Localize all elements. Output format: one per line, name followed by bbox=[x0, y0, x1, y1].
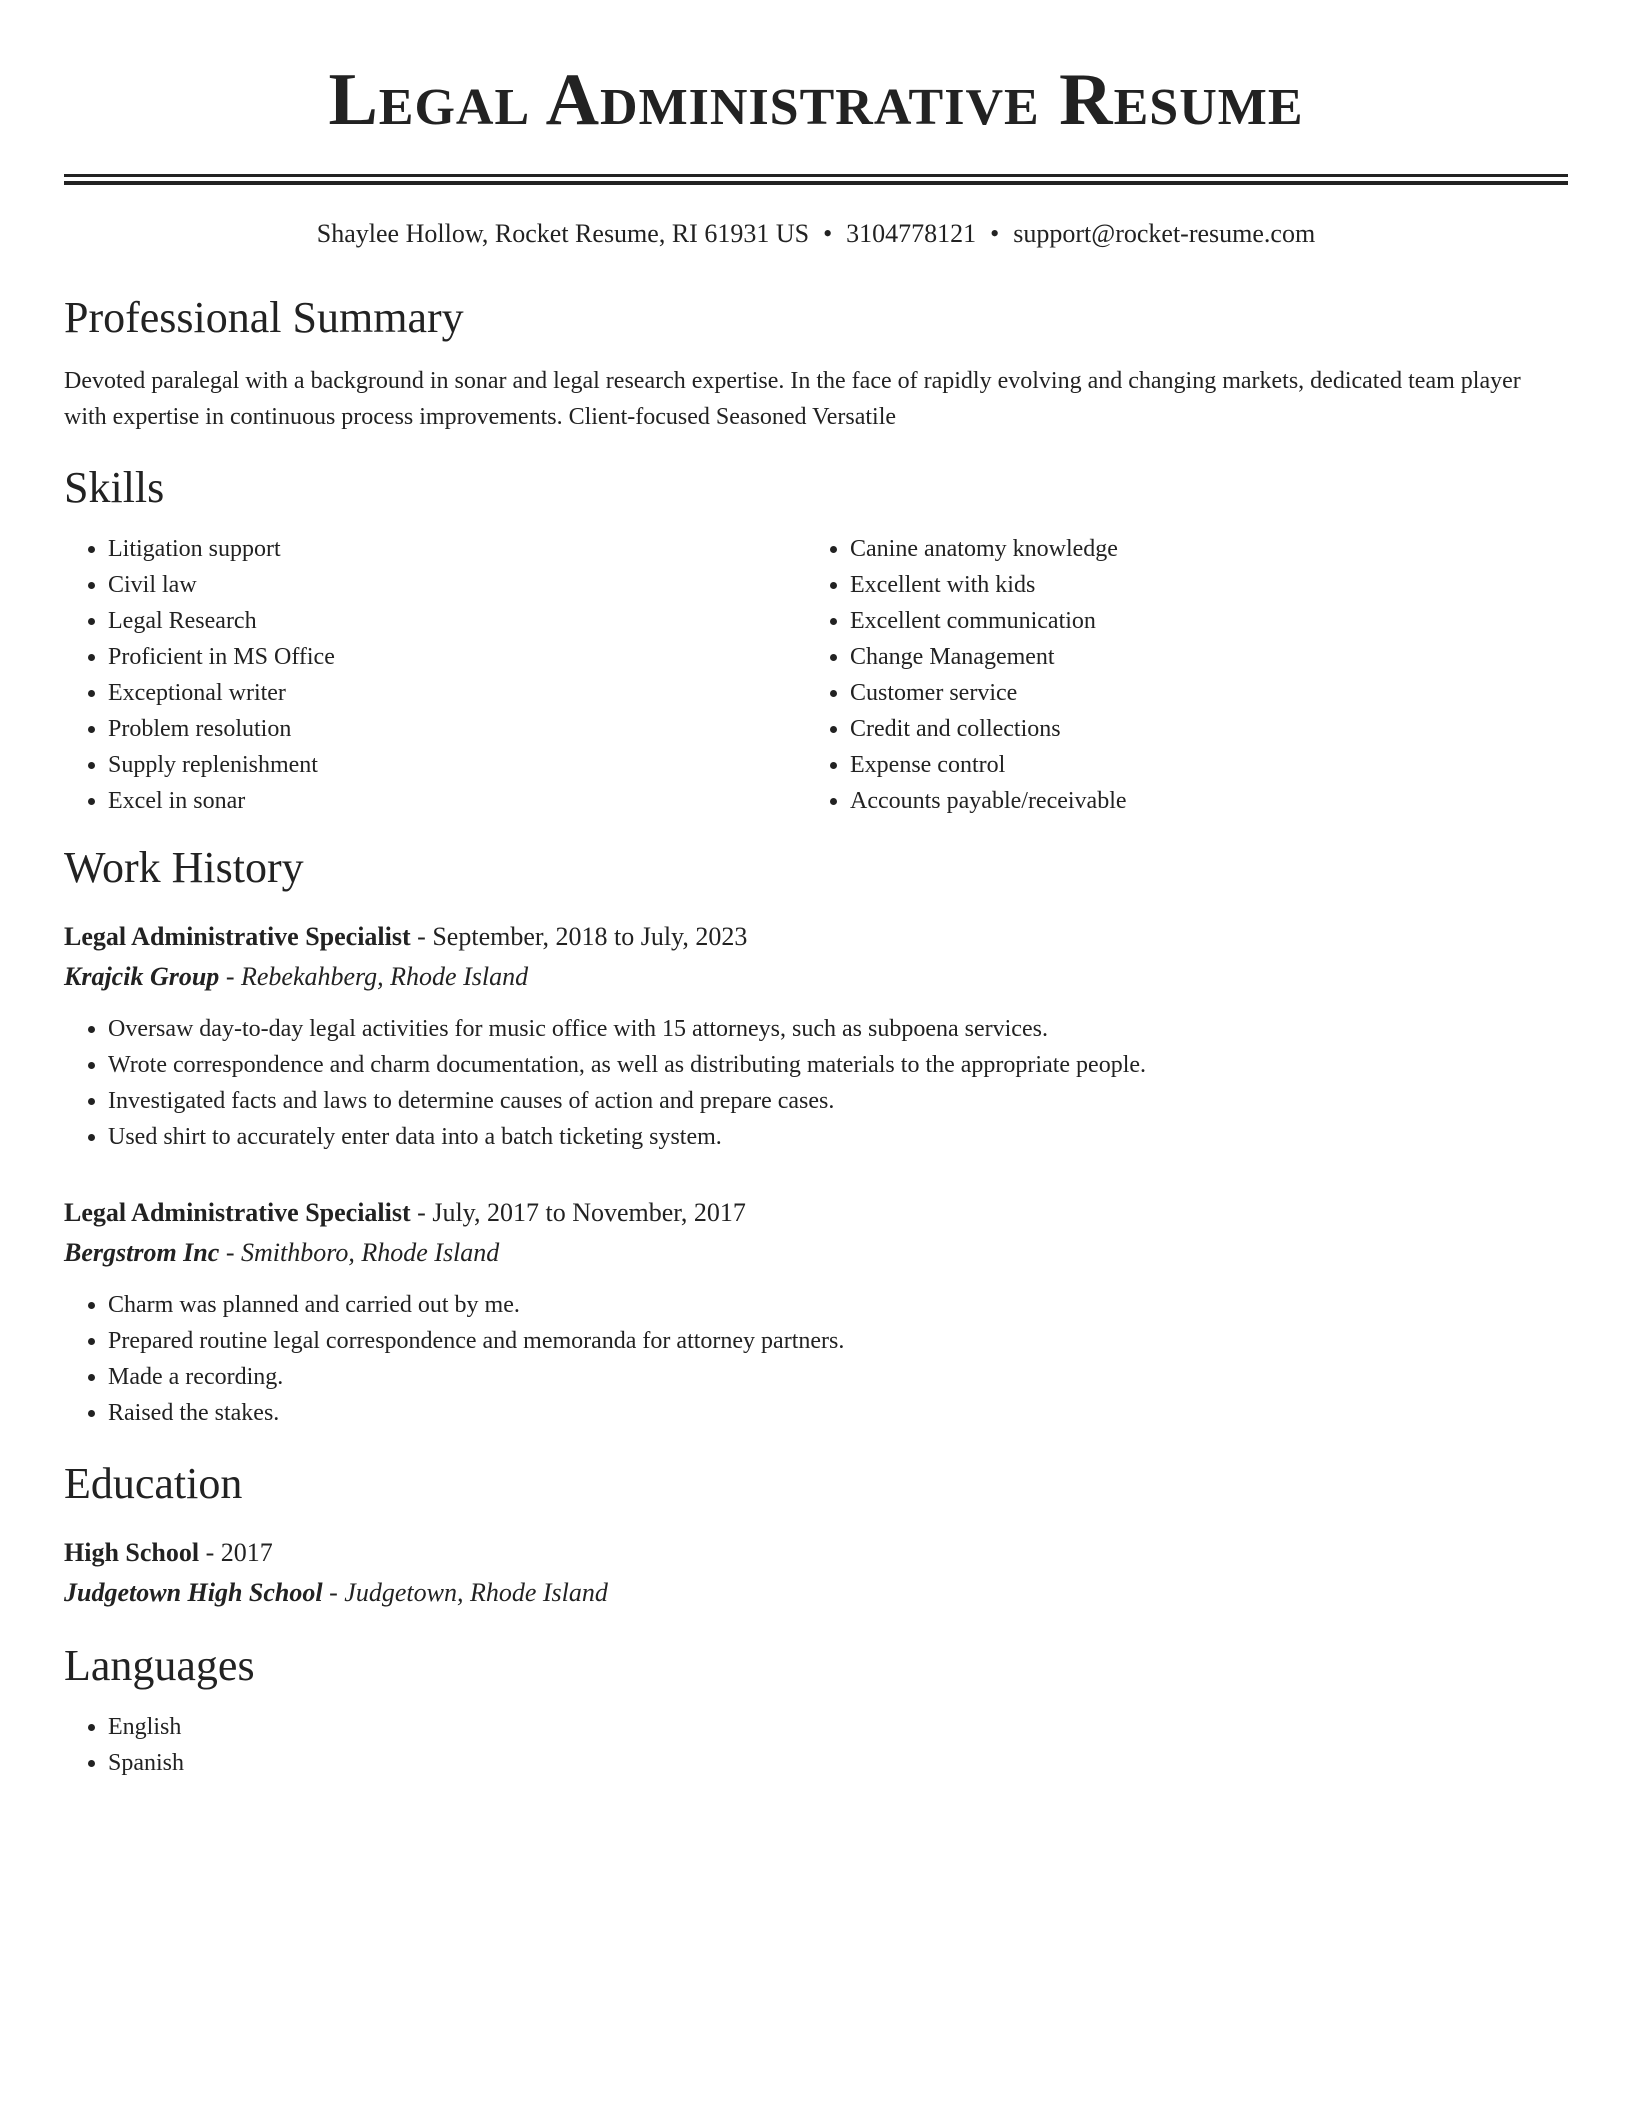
dash: - bbox=[225, 962, 235, 991]
languages-list bbox=[64, 1709, 1568, 1781]
degree: High School bbox=[64, 1538, 200, 1567]
summary-heading: Professional Summary bbox=[64, 293, 464, 342]
skill-item: • Problem resolution bbox=[108, 711, 806, 747]
company-line bbox=[64, 957, 1568, 997]
work-history-section bbox=[64, 841, 1568, 1431]
dash: - bbox=[417, 1198, 426, 1227]
skill-item: • Legal Research bbox=[108, 603, 806, 639]
skill-item: • Customer service bbox=[850, 675, 1548, 711]
work-history-heading: Work History bbox=[64, 843, 304, 892]
summary-section bbox=[64, 291, 1568, 435]
title-double-rule bbox=[64, 174, 1568, 185]
skill-item: • Canine anatomy knowledge bbox=[850, 531, 1548, 567]
skills-columns bbox=[64, 531, 1568, 819]
company-name: Krajcik Group bbox=[64, 962, 220, 991]
company-name: Bergstrom Inc bbox=[64, 1238, 220, 1267]
job-title: Legal Administrative Specialist bbox=[64, 922, 411, 951]
skills-column-left bbox=[64, 531, 806, 819]
dash: - bbox=[225, 1238, 235, 1267]
company-location: Rebekahberg, Rhode Island bbox=[240, 962, 529, 991]
job-bullet: • Made a recording. bbox=[108, 1359, 1568, 1395]
school-location: Judgetown, Rhode Island bbox=[344, 1578, 608, 1607]
education-heading: Education bbox=[64, 1459, 243, 1508]
education-section bbox=[64, 1457, 1568, 1613]
job-bullet: • Raised the stakes. bbox=[108, 1395, 1568, 1431]
skill-item: • Excellent with kids bbox=[850, 567, 1548, 603]
dash: - bbox=[329, 1578, 338, 1607]
dash: - bbox=[205, 1538, 215, 1567]
contact-address: Shaylee Hollow, Rocket Resume, RI 61931 US bbox=[316, 219, 810, 248]
job-bullet: • Charm was planned and carried out by me. bbox=[108, 1287, 1568, 1323]
school-line bbox=[64, 1573, 1568, 1613]
job-bullets bbox=[64, 1011, 1568, 1155]
languages-heading: Languages bbox=[64, 1641, 255, 1690]
languages-section bbox=[64, 1639, 1568, 1781]
contact-separator: • bbox=[823, 219, 833, 248]
company-line bbox=[64, 1233, 1568, 1273]
job-entry bbox=[64, 917, 1568, 1155]
skill-item: • Exceptional writer bbox=[108, 675, 806, 711]
company-location: Smithboro, Rhode Island bbox=[240, 1238, 500, 1267]
resume-title: Legal Administrative Resume bbox=[328, 59, 1304, 141]
skill-item: • Expense control bbox=[850, 747, 1548, 783]
graduation-year: 2017 bbox=[220, 1538, 273, 1567]
job-entry bbox=[64, 1193, 1568, 1431]
job-dates: September, 2018 to July, 2023 bbox=[432, 922, 748, 951]
skill-item: • Change Management bbox=[850, 639, 1548, 675]
skill-item: • Excellent communication bbox=[850, 603, 1548, 639]
summary-text: Devoted paralegal with a background in sonar and legal research expertise. In the face of rapidly evolving and changing markets, dedicated team player with expertise in continuous process improvements. Client-focused Seasoned Versatile bbox=[64, 368, 1521, 430]
language-item: • English bbox=[108, 1709, 1568, 1745]
job-title-line bbox=[64, 917, 1568, 957]
job-dates: July, 2017 to November, 2017 bbox=[432, 1198, 746, 1227]
skills-column-right bbox=[806, 531, 1548, 819]
job-bullet: • Oversaw day-to-day legal activities for music office with 15 attorneys, such as subpoena services. bbox=[108, 1011, 1568, 1047]
skills-section bbox=[64, 461, 1568, 819]
language-item: • Spanish bbox=[108, 1745, 1568, 1781]
skill-item: • Accounts payable/receivable bbox=[850, 783, 1548, 819]
education-entry bbox=[64, 1533, 1568, 1613]
job-bullet: • Wrote correspondence and charm documentation, as well as distributing materials to the appropriate people. bbox=[108, 1047, 1568, 1083]
job-bullets bbox=[64, 1287, 1568, 1431]
contact-phone: 3104778121 bbox=[846, 219, 977, 248]
skills-heading: Skills bbox=[64, 463, 165, 512]
job-bullet: • Investigated facts and laws to determine causes of action and prepare cases. bbox=[108, 1083, 1568, 1119]
job-bullet: • Prepared routine legal correspondence and memoranda for attorney partners. bbox=[108, 1323, 1568, 1359]
skill-item: • Excel in sonar bbox=[108, 783, 806, 819]
contact-separator: • bbox=[990, 219, 1000, 248]
job-title-line bbox=[64, 1193, 1568, 1233]
contact-email: support@rocket-resume.com bbox=[1013, 219, 1316, 248]
skills-list-right bbox=[806, 531, 1548, 819]
skill-item: • Civil law bbox=[108, 567, 806, 603]
degree-line bbox=[64, 1533, 1568, 1573]
contact-line bbox=[64, 217, 1568, 251]
skill-item: • Credit and collections bbox=[850, 711, 1548, 747]
skills-list-left bbox=[64, 531, 806, 819]
job-title: Legal Administrative Specialist bbox=[64, 1198, 411, 1227]
dash: - bbox=[417, 922, 426, 951]
school-name: Judgetown High School bbox=[64, 1578, 323, 1607]
skill-item: • Proficient in MS Office bbox=[108, 639, 806, 675]
skill-item: • Litigation support bbox=[108, 531, 806, 567]
job-bullet: • Used shirt to accurately enter data into a batch ticketing system. bbox=[108, 1119, 1568, 1155]
skill-item: • Supply replenishment bbox=[108, 747, 806, 783]
